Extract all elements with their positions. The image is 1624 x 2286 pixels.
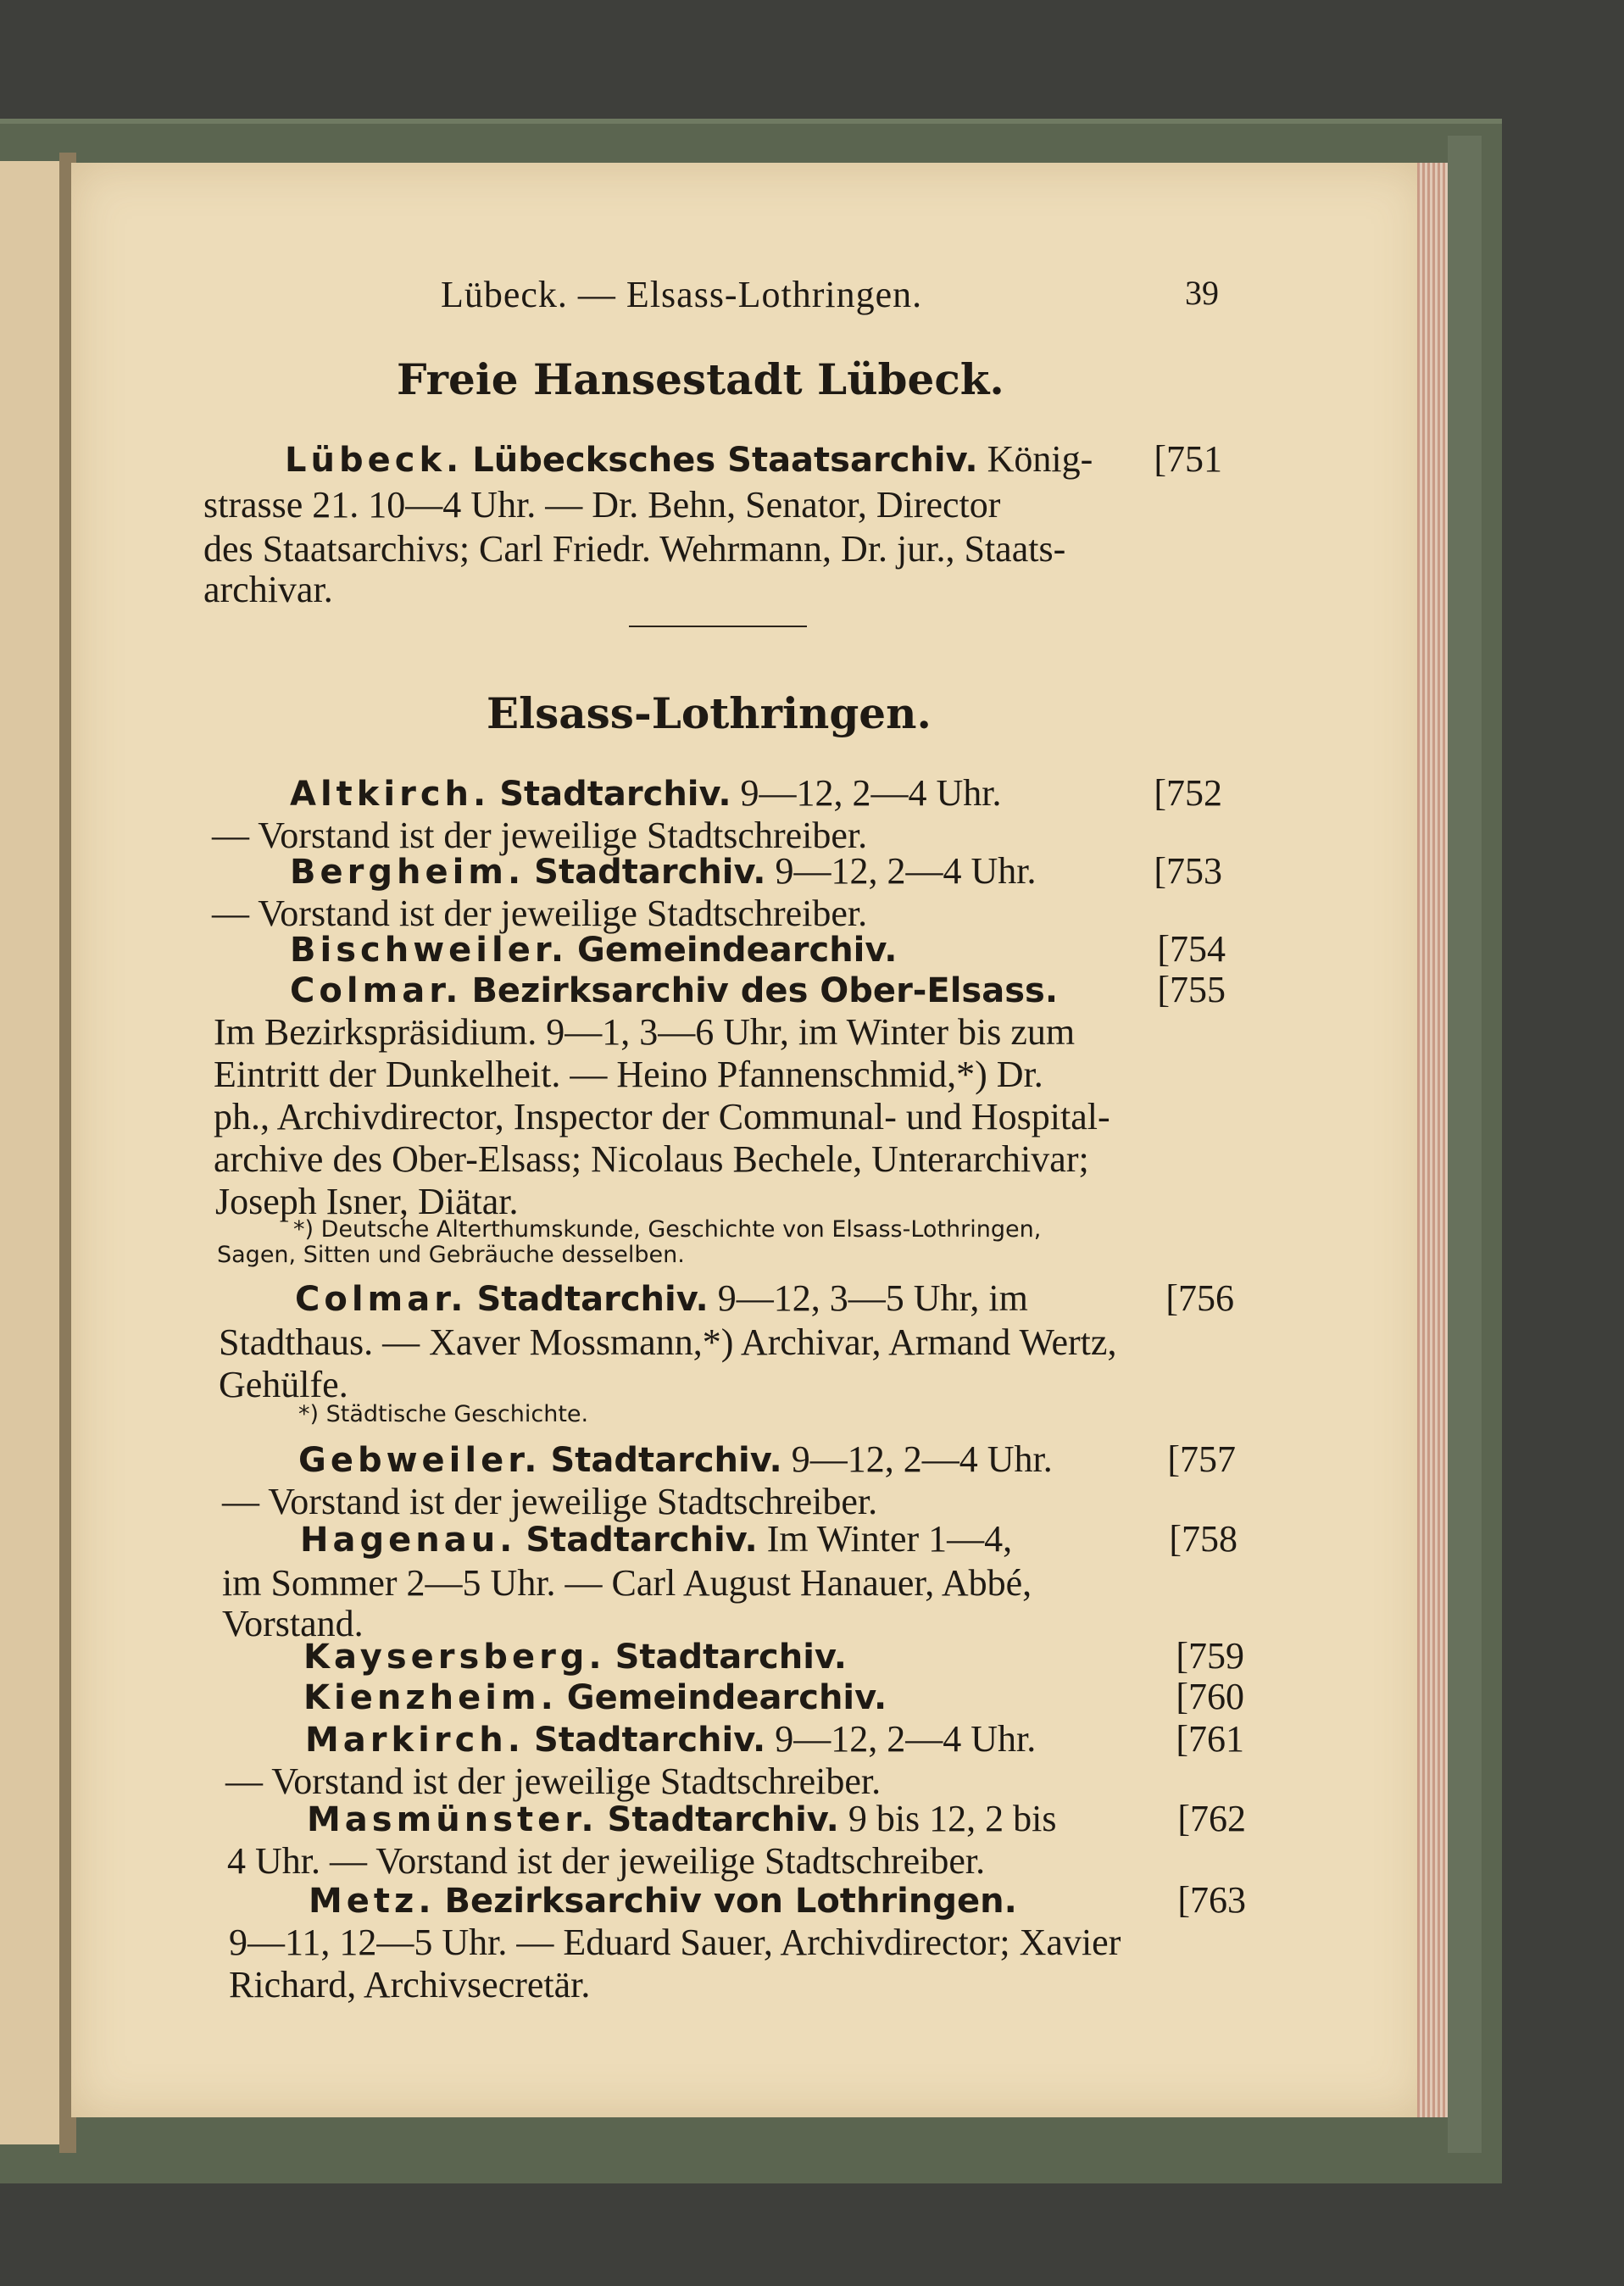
place-name: Masmünster. bbox=[307, 1800, 598, 1839]
place-name: Altkirch. bbox=[290, 775, 491, 814]
entry-763-line: 9—11, 12—5 Uhr. — Eduard Sauer, Archivdirector; Xavier bbox=[229, 1922, 1121, 1963]
entry-number: [763 bbox=[1177, 1879, 1246, 1921]
entry-text: Im Winter 1—4, bbox=[757, 1518, 1013, 1560]
entry-number: [761 bbox=[1176, 1718, 1244, 1760]
entry-number: [762 bbox=[1177, 1798, 1246, 1839]
entry-text: 9—12, 3—5 Uhr, im bbox=[708, 1277, 1028, 1319]
institution-name: Stadtarchiv. bbox=[526, 1521, 758, 1560]
institution-name: Gemeindearchiv. bbox=[577, 931, 898, 970]
entry-761-line: — Vorstand ist der jeweilige Stadtschreiber. bbox=[225, 1760, 882, 1802]
entry-number: [758 bbox=[1169, 1518, 1237, 1560]
place-name: Markirch. bbox=[305, 1721, 525, 1760]
running-head: Lübeck. — Elsass-Lothringen. bbox=[441, 274, 923, 315]
entry-758-line: Vorstand. bbox=[222, 1603, 364, 1644]
entry-755-line: Im Bezirkspräsidium. 9—1, 3—6 Uhr, im Winter bis zum bbox=[214, 1011, 1076, 1053]
facing-page-edge bbox=[0, 161, 68, 2144]
entry-759-head bbox=[303, 1636, 1244, 1677]
entry-760-head bbox=[303, 1677, 1244, 1717]
institution-name: Bezirksarchiv des Ober-Elsass. bbox=[471, 971, 1059, 1010]
entry-text: 9—12, 2—4 Uhr. bbox=[765, 1718, 1037, 1760]
section-title-luebeck: Freie Hansestadt Lübeck. bbox=[397, 354, 1004, 404]
entry-755-line: Joseph Isner, Diätar. bbox=[215, 1181, 519, 1222]
institution-name: Stadtarchiv. bbox=[550, 1441, 782, 1480]
entry-754-head bbox=[290, 929, 1226, 970]
cover-edge bbox=[1448, 136, 1482, 2153]
place-name: Gebweiler. bbox=[298, 1441, 542, 1480]
place-name: Kienzheim. bbox=[303, 1678, 558, 1717]
institution-name: Stadtarchiv. bbox=[476, 1280, 709, 1319]
place-name: Colmar. bbox=[290, 971, 463, 1010]
page-number: 39 bbox=[1185, 274, 1219, 312]
place-name: Bischweiler. bbox=[290, 931, 569, 970]
entry-text: 9—12, 2—4 Uhr. bbox=[765, 850, 1037, 892]
place-name: Colmar. bbox=[295, 1280, 468, 1319]
entry-758-line: im Sommer 2—5 Uhr. — Carl August Hanauer, Abbé, bbox=[222, 1562, 1032, 1604]
entry-757-line: — Vorstand ist der jeweilige Stadtschreiber. bbox=[222, 1481, 878, 1522]
entry-755-line: archive des Ober-Elsass; Nicolaus Bechele, Unterarchivar; bbox=[214, 1138, 1089, 1180]
entry-751-line: archivar. bbox=[203, 569, 333, 610]
entry-756-head bbox=[295, 1278, 1234, 1319]
entry-756-line: Gehülfe. bbox=[219, 1364, 348, 1405]
entry-number: [756 bbox=[1165, 1277, 1234, 1319]
entry-751-line: strasse 21. 10—4 Uhr. — Dr. Behn, Senator, Director bbox=[203, 484, 1001, 526]
section-title-elsass: Elsass-Lothringen. bbox=[487, 688, 932, 738]
entry-text: 9—12, 2—4 Uhr. bbox=[731, 772, 1002, 814]
entry-number: [759 bbox=[1176, 1635, 1244, 1677]
institution-name: Bezirksarchiv von Lothringen. bbox=[444, 1882, 1017, 1921]
entry-752-line: — Vorstand ist der jeweilige Stadtschreiber. bbox=[212, 815, 868, 856]
entry-751-head bbox=[285, 439, 1222, 480]
entry-text: 9—12, 2—4 Uhr. bbox=[781, 1438, 1053, 1480]
footnote: *) Städtische Geschichte. bbox=[298, 1401, 589, 1427]
footnote: *) Deutsche Alterthumskunde, Geschichte von Elsass-Lothringen, bbox=[293, 1216, 1042, 1243]
entry-text: 9 bis 12, 2 bis bbox=[838, 1798, 1057, 1839]
entry-753-head bbox=[290, 851, 1222, 892]
entry-758-head bbox=[300, 1519, 1237, 1560]
entry-751-line: des Staatsarchivs; Carl Friedr. Wehrmann, Dr. jur., Staats- bbox=[203, 528, 1066, 570]
footnote: Sagen, Sitten und Gebräuche desselben. bbox=[217, 1242, 685, 1268]
place-name: Hagenau. bbox=[300, 1521, 517, 1560]
entry-number: [760 bbox=[1176, 1676, 1244, 1717]
entry-number: [757 bbox=[1167, 1438, 1236, 1480]
institution-name: Stadtarchiv. bbox=[534, 853, 766, 892]
entry-number: [752 bbox=[1154, 772, 1222, 814]
place-name: Bergheim. bbox=[290, 853, 526, 892]
institution-name: Stadtarchiv. bbox=[533, 1721, 766, 1760]
institution-name: Stadtarchiv. bbox=[615, 1638, 847, 1677]
entry-761-head bbox=[305, 1719, 1244, 1760]
section-divider bbox=[629, 626, 807, 627]
institution-name: Stadtarchiv. bbox=[607, 1800, 839, 1839]
entry-763-head bbox=[309, 1880, 1246, 1921]
entry-number: [751 bbox=[1154, 438, 1222, 480]
place-name: Metz. bbox=[309, 1882, 436, 1921]
entry-763-line: Richard, Archivsecretär. bbox=[229, 1964, 591, 2005]
entry-number: [755 bbox=[1157, 969, 1226, 1010]
entry-number: [754 bbox=[1157, 928, 1226, 970]
entry-762-line: 4 Uhr. — Vorstand ist der jeweilige Stadtschreiber. bbox=[227, 1840, 986, 1882]
entry-752-head bbox=[290, 773, 1222, 814]
institution-name: Gemeindearchiv. bbox=[566, 1678, 887, 1717]
entry-753-line: — Vorstand ist der jeweilige Stadtschreiber. bbox=[212, 893, 868, 934]
entry-text: König- bbox=[977, 438, 1093, 480]
institution-name: Lübecksches Staatsarchiv. bbox=[472, 441, 978, 480]
page-block-edge bbox=[1417, 163, 1448, 2117]
entry-755-line: ph., Archivdirector, Inspector der Communal- und Hospital- bbox=[214, 1096, 1110, 1137]
institution-name: Stadtarchiv. bbox=[499, 775, 731, 814]
entry-755-line: Eintritt der Dunkelheit. — Heino Pfannenschmid,*) Dr. bbox=[214, 1054, 1043, 1095]
entry-762-head bbox=[307, 1799, 1246, 1839]
place-name: Kaysersberg. bbox=[303, 1638, 606, 1677]
place-name: Lübeck. bbox=[285, 441, 464, 480]
entry-757-head bbox=[298, 1439, 1236, 1480]
entry-755-head bbox=[290, 970, 1226, 1010]
entry-number: [753 bbox=[1154, 850, 1222, 892]
entry-756-line: Stadthaus. — Xaver Mossmann,*) Archivar, Armand Wertz, bbox=[219, 1321, 1117, 1363]
